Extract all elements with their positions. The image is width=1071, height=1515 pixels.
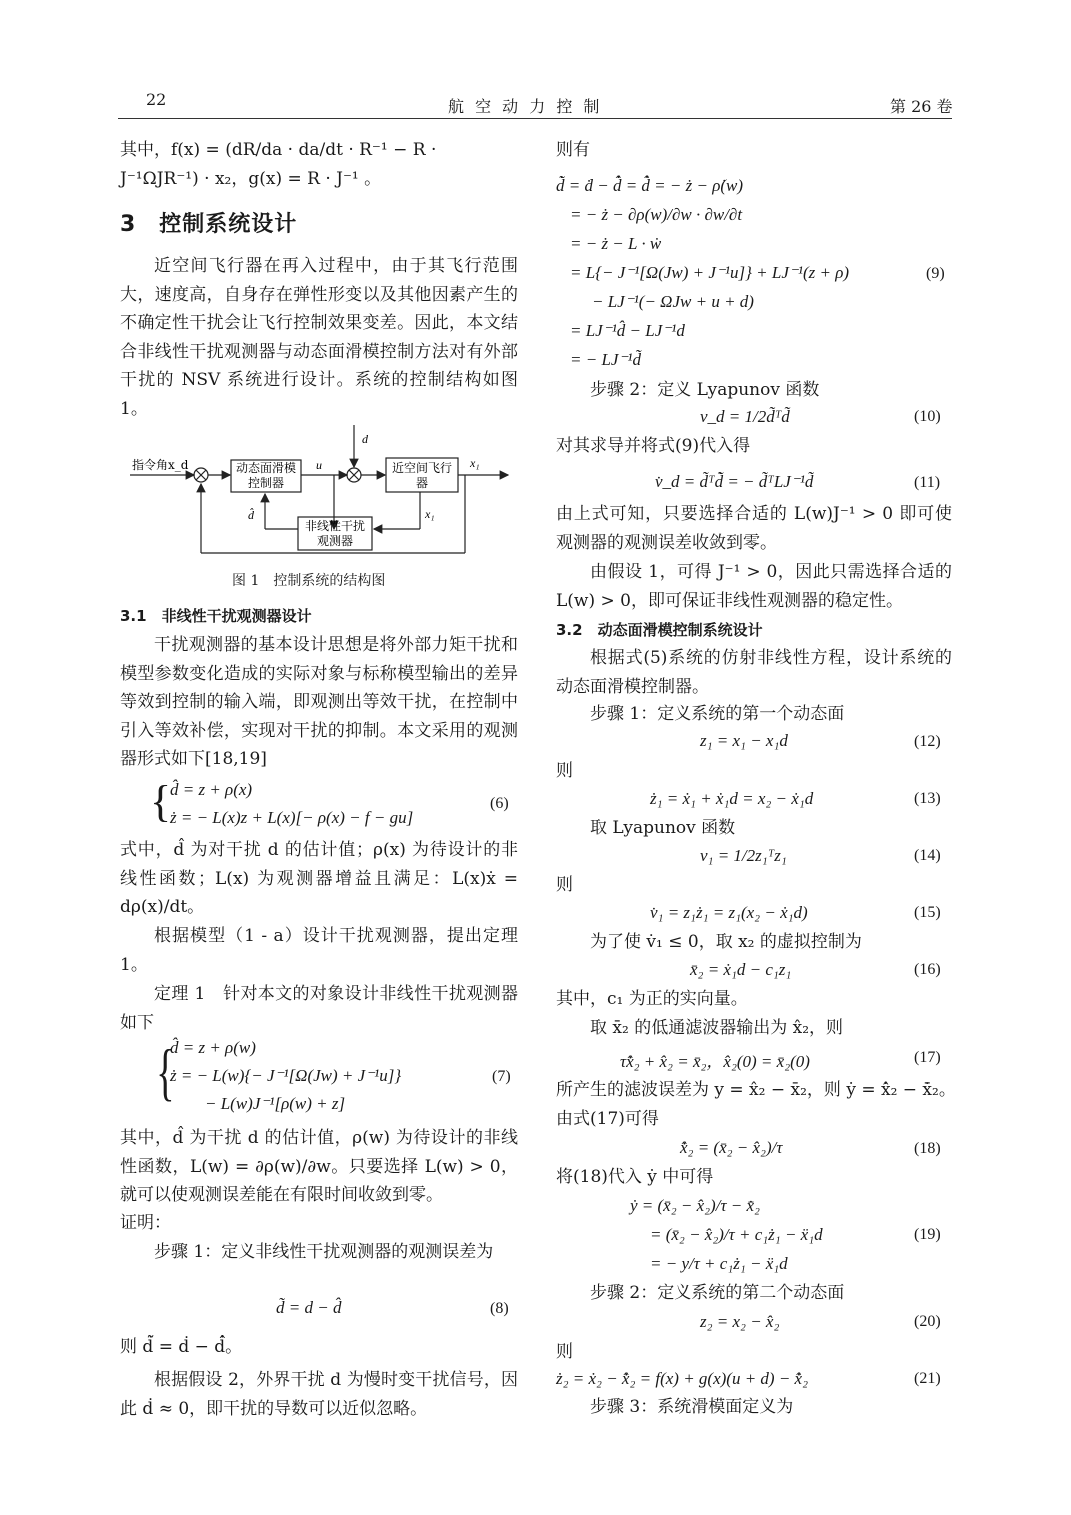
right-r11: 其中，c₁ 为正的实向量。 (556, 989, 748, 1009)
right-r5: 根据式(5)系统的仿射非线性方程，设计系统的动态面滑模控制器。 (556, 648, 952, 697)
fig-x1b-label: x₁ (425, 507, 435, 521)
eq15: v̇₁ = z₁ż₁ = z₁(x₂ − ẋ₁d) (650, 903, 808, 922)
right-r1: 步骤 2：定义 Lyapunov 函数 (590, 380, 820, 400)
eq16: x̄₂ = ẋ₁d − c₁z₁ (690, 960, 792, 979)
left-p0-line1: 其中，f(x) = (dR/da · da/dt · R⁻¹ − R · (120, 140, 437, 160)
fig-ctrl-line1: 动态面滑模 (235, 461, 297, 475)
right-r0: 则有 (556, 140, 590, 160)
right-r10: 为了使 v̇₁ ≤ 0，取 x₂ 的虚拟控制为 (590, 932, 862, 952)
right-r8: 取 Lyapunov 函数 (590, 818, 736, 838)
eq8: d̃ = d − d̂ (276, 1298, 342, 1317)
left-p1: 近空间飞行器在再入过程中，由于其飞行范围大，速度高，自身存在弹性形变以及其他因素产生的不确定性干扰会让飞行控制效果变差。因此，本文结合非线性干扰观测器与动态面滑模控制方法对有外部干扰的 NSV 系统进行设计。系统的控制结构如图 1。 (120, 256, 518, 419)
eq21: ż₂ = ẋ₂ − x̂̇₂ = f(x) + g(x)(u + d) − x̂̇₂ (556, 1369, 809, 1388)
left-p7: 证明： (120, 1213, 171, 1233)
page-number: 22 (146, 90, 167, 109)
volume-label: 第 26 卷 (890, 97, 953, 116)
eq7-number: (7) (492, 1068, 511, 1085)
eq14: v₁ = 1/2z₁ᵀz₁ (700, 846, 787, 865)
header-rule (118, 118, 952, 119)
fig-ctrl-line2: 控制器 (247, 476, 285, 490)
fig-x1-label: x₁ (470, 456, 480, 470)
fig-input-label: 指令角x_d (132, 458, 189, 472)
fig-obs-line2: 观测器 (316, 534, 354, 548)
eq14-number: (14) (914, 847, 941, 864)
right-r4: 由假设 1，可得 J⁻¹ > 0，因此只需选择合适的 L(w) > 0，即可保证非线性观测器的稳定性。 (556, 562, 952, 611)
eq9-line4: = L{− J⁻¹[Ω(Jw) + J⁻¹u]} + LJ⁻¹(z + ρ) (570, 263, 850, 282)
fig-plant-line1: 近空间飞行 (391, 461, 453, 475)
right-r16: 步骤 2：定义系统的第二个动态面 (590, 1283, 845, 1303)
eq7-brace: { (156, 1036, 175, 1107)
eq10-number: (10) (914, 408, 941, 425)
eq9-line6: = LJ⁻¹d̂ − LJ⁻¹d (570, 321, 685, 340)
figure-svg (130, 425, 520, 560)
section-3-heading: 3 控制系统设计 (120, 212, 298, 237)
eq17-number: (17) (914, 1049, 941, 1066)
eq18-number: (18) (914, 1140, 941, 1157)
eq9-line5: − LJ⁻¹(− ΩJw + u + d) (592, 292, 754, 311)
eq6-line2: ż = − L(x)z + L(x)[− ρ(x) − f − gu] (170, 808, 414, 827)
eq8-number: (8) (490, 1300, 509, 1317)
fig-dhat-label: d̂ (248, 508, 254, 522)
section-3-1-heading: 3.1 非线性干扰观测器设计 (120, 607, 312, 625)
left-p3: 式中，d̂ 为对干扰 d 的估计值；ρ(x) 为待设计的非线性函数；L(x) 为观测器增益且满足：L(x)ẋ = dρ(x)/dt。 (120, 840, 518, 917)
control-structure-figure (130, 425, 520, 560)
left-p0-line2: J⁻¹ΩJR⁻¹) · x₂，g(x) = R · J⁻¹ 。 (120, 169, 382, 189)
eq6-brace: { (150, 777, 172, 826)
eq19-line3: = − y/τ + c₁ż₁ − ẍ₁d (650, 1254, 788, 1273)
right-r18: 步骤 3：系统滑模面定义为 (590, 1397, 794, 1417)
eq9-number: (9) (926, 265, 945, 282)
eq9-line2: = − ż − ∂ρ(w)/∂w · ∂w/∂t (570, 205, 743, 224)
eq10: v_d = 1/2d̃ᵀd̃ (700, 407, 790, 426)
eq21-number: (21) (914, 1370, 941, 1387)
eq20-number: (20) (914, 1313, 941, 1330)
right-r15: 将(18)代入 ẏ 中可得 (556, 1167, 714, 1187)
eq18: x̂̇₂ = (x̄₂ − x̂₂)/τ (680, 1138, 783, 1157)
eq9-line1: d̃̇ = ḋ − d̂̇ = d̂̇ = − ż − ρ̇(w) (556, 176, 744, 195)
right-r17: 则 (556, 1342, 573, 1362)
fig-u-label: u (316, 458, 322, 472)
eq11-number: (11) (914, 474, 941, 491)
eq12-number: (12) (914, 733, 941, 750)
eq6-number: (6) (490, 795, 509, 812)
right-r2: 对其求导并将式(9)代入得 (556, 436, 751, 456)
eq19-line1: ẏ = (x̄₂ − x̂₂)/τ − x̄̇₂ (630, 1196, 760, 1215)
eq15-number: (15) (914, 904, 941, 921)
eq7-line1: d̂ = z + ρ(w) (170, 1038, 256, 1057)
eq6-line1: d̂ = z + ρ(x) (170, 780, 253, 799)
eq11: v̇_d = d̃ᵀd̃̇ = − d̃ᵀLJ⁻¹d̃ (655, 472, 814, 491)
eq19-line2: = (x̄₂ − x̂₂)/τ + c₁ż₁ − ẍ₁d (650, 1225, 823, 1244)
figure-1-caption: 图 1 控制系统的结构图 (232, 573, 386, 589)
right-r9: 则 (556, 875, 573, 895)
right-r13: 所产生的滤波误差为 y = x̂₂ − x̄₂，则 ẏ = x̂̇₂ − x̄̇₂。 (556, 1080, 956, 1100)
eq17: τx̂̇₂ + x̂₂ = x̄₂，x̂₂(0) = x̄₂(0) (620, 1052, 810, 1071)
eq7-line3: − L(w)J⁻¹[ρ(w) + z] (205, 1094, 346, 1113)
left-p2: 干扰观测器的基本设计思想是将外部力矩干扰和模型参数变化造成的实际对象与标称模型输出的差异等效到控制的输入端，即观测出等效干扰，在控制中引入等效补偿，实现对干扰的抑制。本文采用的观测器形式如下[18,19] (120, 635, 518, 769)
left-p10: 根据假设 2，外界干扰 d 为慢时变干扰信号，因此 ḋ ≈ 0，即干扰的导数可以近似忽略。 (120, 1370, 518, 1419)
eq12: z₁ = x₁ − x₁d (700, 731, 788, 750)
eq16-number: (16) (914, 961, 941, 978)
right-r3: 由上式可知，只要选择合适的 L(w)J⁻¹ > 0 即可使观测器的观测误差收敛到零。 (556, 504, 952, 553)
right-r12: 取 x̄₂ 的低通滤波器输出为 x̂₂，则 (590, 1018, 844, 1038)
left-p6: 其中，d̂ 为干扰 d 的估计值，ρ(w) 为待设计的非线性函数，L(w) = ∂ρ(w)/∂w。只要选择 L(w) > 0，就可以使观测误差能在有限时间收敛到零。 (120, 1128, 518, 1205)
eq19-number: (19) (914, 1226, 941, 1243)
right-r6: 步骤 1：定义系统的第一个动态面 (590, 704, 845, 724)
eq20: z₂ = x₂ − x̂₂ (700, 1312, 780, 1331)
left-p5: 定理 1 针对本文的对象设计非线性干扰观测器如下 (120, 984, 518, 1033)
fig-plant-line2: 器 (415, 476, 429, 490)
right-r14: 由式(17)可得 (556, 1109, 659, 1129)
eq7-line2: ż = − L(w){− J⁻¹[Ω(Jw) + J⁻¹u]} (170, 1066, 402, 1085)
journal-title: 航 空 动 力 控 制 (448, 97, 603, 116)
fig-d-label: d (362, 432, 368, 446)
right-r7: 则 (556, 761, 573, 781)
left-p9: 则 d̃̇ = ḋ − d̂̇。 (120, 1337, 243, 1357)
eq9-line3: = − ż − L · ẇ (570, 234, 662, 253)
section-3-2-heading: 3.2 动态面滑模控制系统设计 (556, 621, 763, 639)
eq9-line7: = − LJ⁻¹d̃ (570, 350, 642, 369)
left-p8: 步骤 1：定义非线性干扰观测器的观测误差为 (154, 1242, 494, 1262)
eq13: ż₁ = ẋ₁ + ẋ₁d = x₂ − ẋ₁d (650, 789, 814, 808)
left-p4: 根据模型（1 - a）设计干扰观测器，提出定理 1。 (120, 926, 518, 975)
fig-obs-line1: 非线性干扰 (304, 519, 366, 533)
eq13-number: (13) (914, 790, 941, 807)
